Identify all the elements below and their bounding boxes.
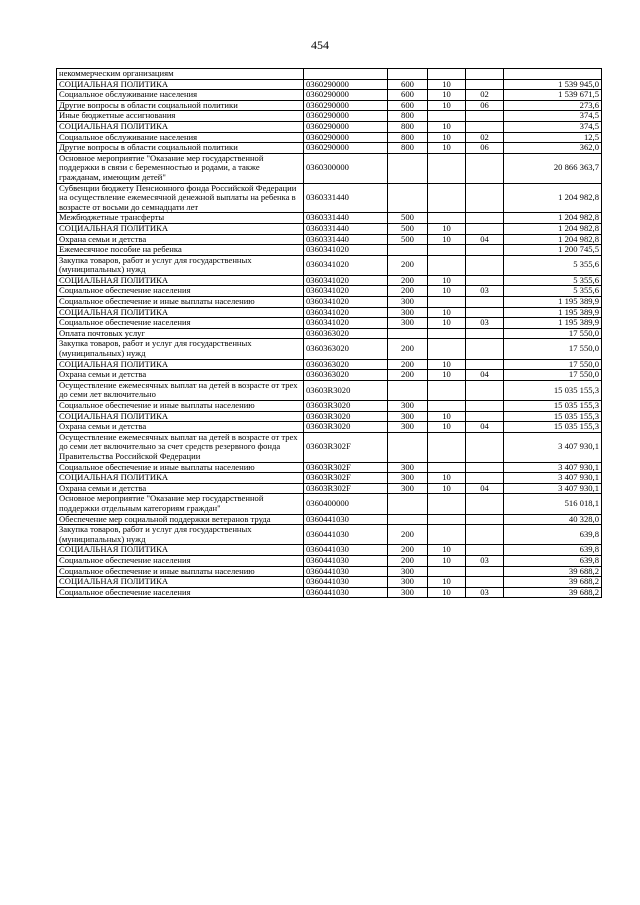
table-row	[57, 370, 602, 381]
row-sum: 3 407 930,1	[504, 462, 602, 473]
row-rz	[428, 245, 466, 256]
row-name: СОЦИАЛЬНАЯ ПОЛИТИКА	[57, 223, 304, 234]
row-csr: 0360441030	[304, 514, 388, 525]
row-sum: 5 355,6	[504, 255, 602, 275]
row-name: СОЦИАЛЬНАЯ ПОЛИТИКА	[57, 411, 304, 422]
row-pr	[466, 514, 504, 525]
row-name: Иные бюджетные ассигнования	[57, 111, 304, 122]
row-csr: 0360441030	[304, 577, 388, 588]
row-pr: 03	[466, 318, 504, 329]
row-name: СОЦИАЛЬНАЯ ПОЛИТИКА	[57, 79, 304, 90]
row-name: Социальное обеспечение и иные выплаты населению	[57, 566, 304, 577]
row-pr	[466, 411, 504, 422]
row-name: Субвенции бюджету Пенсионного фонда Российской Федерации на осуществление ежемесячной денежной выплаты на ребенка в возрасте от восьми до семнадцати лет	[57, 183, 304, 213]
row-rz: 10	[428, 307, 466, 318]
row-vr: 300	[388, 422, 428, 433]
table-row	[57, 411, 602, 422]
row-vr: 300	[388, 307, 428, 318]
table-row	[57, 514, 602, 525]
row-pr	[466, 255, 504, 275]
row-name: Межбюджетные трансферты	[57, 213, 304, 224]
table-row	[57, 286, 602, 297]
table-row	[57, 359, 602, 370]
row-csr: 0360290000	[304, 143, 388, 154]
row-pr	[466, 121, 504, 132]
row-rz: 10	[428, 234, 466, 245]
row-pr	[466, 223, 504, 234]
row-vr: 200	[388, 286, 428, 297]
row-name: Социальное обеспечение населения	[57, 587, 304, 598]
row-sum: 39 688,2	[504, 577, 602, 588]
table-row	[57, 545, 602, 556]
row-vr: 300	[388, 411, 428, 422]
row-csr: 03603R302F	[304, 432, 388, 462]
row-csr: 0360341020	[304, 286, 388, 297]
page-number: 454	[311, 38, 329, 52]
row-vr: 300	[388, 587, 428, 598]
row-csr: 03603R3020	[304, 380, 388, 400]
row-vr: 300	[388, 577, 428, 588]
row-rz: 10	[428, 473, 466, 484]
row-rz	[428, 380, 466, 400]
row-rz	[428, 401, 466, 412]
row-name: Основное мероприятие "Оказание мер государственной поддержки отдельным категориям граждан"	[57, 494, 304, 514]
row-sum: 12,5	[504, 132, 602, 143]
row-sum: 1 195 389,9	[504, 318, 602, 329]
row-vr: 600	[388, 79, 428, 90]
row-name: СОЦИАЛЬНАЯ ПОЛИТИКА	[57, 307, 304, 318]
table-row	[57, 213, 602, 224]
row-sum: 5 355,6	[504, 275, 602, 286]
table-row	[57, 318, 602, 329]
row-name: Другие вопросы в области социальной политики	[57, 100, 304, 111]
row-rz: 10	[428, 275, 466, 286]
row-csr: 03603R3020	[304, 401, 388, 412]
row-name: СОЦИАЛЬНАЯ ПОЛИТИКА	[57, 359, 304, 370]
row-rz	[428, 566, 466, 577]
row-rz: 10	[428, 79, 466, 90]
row-name: СОЦИАЛЬНАЯ ПОЛИТИКА	[57, 121, 304, 132]
row-name: СОЦИАЛЬНАЯ ПОЛИТИКА	[57, 275, 304, 286]
row-vr: 200	[388, 370, 428, 381]
row-name: Социальное обслуживание населения	[57, 132, 304, 143]
row-sum: 639,8	[504, 545, 602, 556]
row-pr	[466, 245, 504, 256]
row-pr	[466, 183, 504, 213]
row-pr	[466, 577, 504, 588]
row-vr: 200	[388, 525, 428, 545]
row-vr: 800	[388, 132, 428, 143]
row-vr: 200	[388, 339, 428, 359]
row-pr	[466, 566, 504, 577]
row-vr	[388, 328, 428, 339]
row-sum: 3 407 930,1	[504, 483, 602, 494]
row-pr: 02	[466, 132, 504, 143]
row-sum: 15 035 155,3	[504, 422, 602, 433]
table-row	[57, 275, 602, 286]
row-csr: 0360341020	[304, 307, 388, 318]
row-vr: 800	[388, 111, 428, 122]
row-name: Закупка товаров, работ и услуг для государственных (муниципальных) нужд	[57, 525, 304, 545]
row-rz	[428, 514, 466, 525]
row-name: СОЦИАЛЬНАЯ ПОЛИТИКА	[57, 473, 304, 484]
row-name: Осуществление ежемесячных выплат на детей в возрасте от трех до семи лет включительно	[57, 380, 304, 400]
row-rz: 10	[428, 370, 466, 381]
row-rz: 10	[428, 483, 466, 494]
row-pr: 04	[466, 234, 504, 245]
row-name: некоммерческим организациям	[57, 69, 304, 80]
table-row	[57, 245, 602, 256]
row-csr: 0360441030	[304, 525, 388, 545]
row-sum: 39 688,2	[504, 587, 602, 598]
row-sum: 1 195 389,9	[504, 297, 602, 308]
row-vr: 300	[388, 473, 428, 484]
row-sum: 1 204 982,8	[504, 183, 602, 213]
row-pr: 04	[466, 370, 504, 381]
row-pr: 04	[466, 422, 504, 433]
row-rz: 10	[428, 121, 466, 132]
row-pr	[466, 401, 504, 412]
row-name: Оплата почтовых услуг	[57, 328, 304, 339]
row-rz: 10	[428, 286, 466, 297]
row-vr: 300	[388, 566, 428, 577]
table-row	[57, 401, 602, 412]
table-row	[57, 297, 602, 308]
budget-table-body	[57, 69, 602, 598]
row-csr: 0360290000	[304, 121, 388, 132]
row-name: Обеспечение мер социальной поддержки ветеранов труда	[57, 514, 304, 525]
row-sum: 1 204 982,8	[504, 213, 602, 224]
row-vr	[388, 380, 428, 400]
row-name: Социальное обеспечение и иные выплаты населению	[57, 297, 304, 308]
row-pr: 06	[466, 100, 504, 111]
row-name: Охрана семьи и детства	[57, 370, 304, 381]
row-csr: 0360290000	[304, 79, 388, 90]
row-rz: 10	[428, 90, 466, 101]
row-rz: 10	[428, 100, 466, 111]
row-pr	[466, 473, 504, 484]
row-name: Закупка товаров, работ и услуг для государственных (муниципальных) нужд	[57, 339, 304, 359]
row-rz	[428, 153, 466, 183]
row-pr	[466, 462, 504, 473]
row-pr	[466, 494, 504, 514]
row-csr: 0360400000	[304, 494, 388, 514]
row-vr	[388, 153, 428, 183]
row-pr	[466, 79, 504, 90]
row-sum: 362,0	[504, 143, 602, 154]
row-pr	[466, 111, 504, 122]
row-pr: 03	[466, 286, 504, 297]
row-name: Социальное обслуживание населения	[57, 90, 304, 101]
table-row	[57, 432, 602, 462]
row-pr: 06	[466, 143, 504, 154]
row-name: Ежемесячное пособие на ребенка	[57, 245, 304, 256]
row-vr	[388, 69, 428, 80]
row-pr	[466, 69, 504, 80]
row-csr: 0360331440	[304, 234, 388, 245]
row-csr: 0360441030	[304, 545, 388, 556]
row-vr: 800	[388, 143, 428, 154]
budget-table	[56, 68, 602, 598]
row-pr	[466, 328, 504, 339]
row-sum: 17 550,0	[504, 370, 602, 381]
row-rz: 10	[428, 411, 466, 422]
row-vr: 600	[388, 100, 428, 111]
row-name: Социальное обеспечение и иные выплаты населению	[57, 401, 304, 412]
row-csr: 0360290000	[304, 111, 388, 122]
row-csr: 0360341020	[304, 245, 388, 256]
row-csr: 0360441030	[304, 566, 388, 577]
row-sum: 5 355,6	[504, 286, 602, 297]
table-row	[57, 494, 602, 514]
table-row	[57, 328, 602, 339]
table-row	[57, 223, 602, 234]
row-csr: 0360341020	[304, 297, 388, 308]
row-vr	[388, 183, 428, 213]
row-vr: 200	[388, 359, 428, 370]
row-csr: 0360290000	[304, 132, 388, 143]
row-csr: 0360363020	[304, 328, 388, 339]
row-vr: 800	[388, 121, 428, 132]
row-name: Охрана семьи и детства	[57, 234, 304, 245]
row-sum: 1 539 945,0	[504, 79, 602, 90]
table-row	[57, 577, 602, 588]
row-vr: 500	[388, 213, 428, 224]
row-sum: 17 550,0	[504, 359, 602, 370]
row-rz	[428, 462, 466, 473]
row-csr: 0360441030	[304, 587, 388, 598]
row-name: Социальное обеспечение населения	[57, 318, 304, 329]
row-csr: 0360331440	[304, 223, 388, 234]
row-sum: 639,8	[504, 525, 602, 545]
row-sum: 1 204 982,8	[504, 223, 602, 234]
row-csr: 0360341020	[304, 255, 388, 275]
row-pr	[466, 297, 504, 308]
row-csr: 0360363020	[304, 339, 388, 359]
table-row	[57, 90, 602, 101]
table-row	[57, 234, 602, 245]
row-pr	[466, 545, 504, 556]
row-sum: 3 407 930,1	[504, 432, 602, 462]
table-row	[57, 100, 602, 111]
row-sum: 20 866 363,7	[504, 153, 602, 183]
row-sum: 15 035 155,3	[504, 411, 602, 422]
row-pr: 04	[466, 483, 504, 494]
row-rz	[428, 525, 466, 545]
table-row	[57, 566, 602, 577]
row-csr: 03603R302F	[304, 473, 388, 484]
row-csr: 0360441030	[304, 555, 388, 566]
table-row	[57, 525, 602, 545]
row-vr	[388, 245, 428, 256]
row-rz	[428, 494, 466, 514]
row-csr: 0360363020	[304, 359, 388, 370]
row-rz: 10	[428, 318, 466, 329]
row-sum: 17 550,0	[504, 339, 602, 359]
table-row	[57, 143, 602, 154]
row-sum: 17 550,0	[504, 328, 602, 339]
row-name: Закупка товаров, работ и услуг для государственных (муниципальных) нужд	[57, 255, 304, 275]
table-row	[57, 183, 602, 213]
row-pr: 03	[466, 555, 504, 566]
row-vr: 300	[388, 318, 428, 329]
row-csr: 0360341020	[304, 275, 388, 286]
row-csr: 0360331440	[304, 183, 388, 213]
row-vr: 200	[388, 545, 428, 556]
row-vr: 500	[388, 234, 428, 245]
row-name: Охрана семьи и детства	[57, 483, 304, 494]
row-rz	[428, 213, 466, 224]
row-csr: 0360290000	[304, 100, 388, 111]
row-pr	[466, 153, 504, 183]
row-sum: 40 328,0	[504, 514, 602, 525]
row-csr: 03603R3020	[304, 422, 388, 433]
row-sum: 39 688,2	[504, 566, 602, 577]
row-vr: 500	[388, 223, 428, 234]
row-vr	[388, 494, 428, 514]
row-sum: 1 195 389,9	[504, 307, 602, 318]
row-pr	[466, 380, 504, 400]
row-name: Осуществление ежемесячных выплат на детей в возрасте от трех до семи лет включительно за счет средств резервного фонда Правительства Российской Федерации	[57, 432, 304, 462]
row-sum: 1 539 671,5	[504, 90, 602, 101]
row-sum: 273,6	[504, 100, 602, 111]
row-vr: 600	[388, 90, 428, 101]
row-vr: 200	[388, 555, 428, 566]
row-rz: 10	[428, 555, 466, 566]
row-name: Другие вопросы в области социальной политики	[57, 143, 304, 154]
row-sum: 639,8	[504, 555, 602, 566]
row-pr	[466, 432, 504, 462]
row-rz	[428, 328, 466, 339]
row-rz: 10	[428, 577, 466, 588]
row-csr: 03603R302F	[304, 462, 388, 473]
table-row	[57, 483, 602, 494]
row-sum: 374,5	[504, 121, 602, 132]
table-row	[57, 380, 602, 400]
row-vr: 300	[388, 401, 428, 412]
row-rz: 10	[428, 422, 466, 433]
row-vr: 300	[388, 483, 428, 494]
row-csr: 0360363020	[304, 370, 388, 381]
row-sum: 15 035 155,3	[504, 401, 602, 412]
row-name: СОЦИАЛЬНАЯ ПОЛИТИКА	[57, 545, 304, 556]
row-vr: 200	[388, 275, 428, 286]
row-sum: 516 018,1	[504, 494, 602, 514]
row-pr	[466, 213, 504, 224]
row-rz: 10	[428, 545, 466, 556]
row-sum: 1 200 745,5	[504, 245, 602, 256]
table-row	[57, 132, 602, 143]
row-pr	[466, 339, 504, 359]
row-csr: 0360331440	[304, 213, 388, 224]
row-sum: 1 204 982,8	[504, 234, 602, 245]
row-name: Социальное обеспечение населения	[57, 286, 304, 297]
row-csr: 03603R302F	[304, 483, 388, 494]
row-name: Социальное обеспечение и иные выплаты населению	[57, 462, 304, 473]
row-csr: 03603R3020	[304, 411, 388, 422]
row-csr: 0360290000	[304, 90, 388, 101]
row-rz	[428, 111, 466, 122]
row-pr: 03	[466, 587, 504, 598]
row-pr	[466, 275, 504, 286]
row-rz: 10	[428, 132, 466, 143]
table-row	[57, 339, 602, 359]
row-vr: 300	[388, 297, 428, 308]
row-rz	[428, 255, 466, 275]
row-pr	[466, 525, 504, 545]
row-pr: 02	[466, 90, 504, 101]
row-rz: 10	[428, 587, 466, 598]
row-vr	[388, 514, 428, 525]
row-rz	[428, 297, 466, 308]
row-vr: 300	[388, 462, 428, 473]
table-row	[57, 79, 602, 90]
table-row	[57, 307, 602, 318]
row-name: Основное мероприятие "Оказание мер государственной поддержки в связи с беременностью и родами, а также гражданам, имеющим детей"	[57, 153, 304, 183]
row-csr: 0360341020	[304, 318, 388, 329]
row-csr: 0360300000	[304, 153, 388, 183]
table-row	[57, 111, 602, 122]
row-name: СОЦИАЛЬНАЯ ПОЛИТИКА	[57, 577, 304, 588]
row-name: Социальное обеспечение населения	[57, 555, 304, 566]
row-rz	[428, 432, 466, 462]
table-row	[57, 462, 602, 473]
row-rz: 10	[428, 143, 466, 154]
table-row	[57, 555, 602, 566]
row-sum: 374,5	[504, 111, 602, 122]
row-sum: 3 407 930,1	[504, 473, 602, 484]
row-vr	[388, 432, 428, 462]
table-row	[57, 121, 602, 132]
row-sum	[504, 69, 602, 80]
table-row	[57, 69, 602, 80]
table-row	[57, 255, 602, 275]
row-pr	[466, 359, 504, 370]
row-rz: 10	[428, 223, 466, 234]
row-rz	[428, 69, 466, 80]
table-row	[57, 587, 602, 598]
row-pr	[466, 307, 504, 318]
table-row	[57, 422, 602, 433]
table-row	[57, 473, 602, 484]
row-csr	[304, 69, 388, 80]
row-vr: 200	[388, 255, 428, 275]
table-row	[57, 153, 602, 183]
row-sum: 15 035 155,3	[504, 380, 602, 400]
row-rz	[428, 183, 466, 213]
row-rz: 10	[428, 359, 466, 370]
row-rz	[428, 339, 466, 359]
row-name: Охрана семьи и детства	[57, 422, 304, 433]
